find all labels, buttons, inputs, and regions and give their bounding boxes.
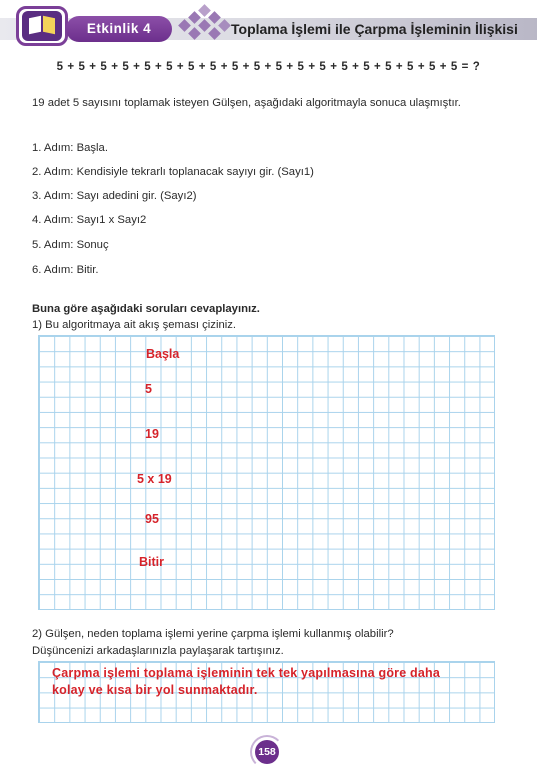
book-page-left: [29, 16, 41, 35]
step-item: 2. Adım: Kendisiyle tekrarlı toplanacak sayıyı gir. (Sayı1): [32, 166, 314, 178]
question-2-note: Düşüncenizi arkadaşlarınızla paylaşarak tartışınız.: [32, 645, 284, 657]
flow-end: Bitir: [139, 555, 164, 569]
question-1: 1) Bu algoritmaya ait akış şeması çiziniz.: [32, 319, 237, 331]
flow-process: 5 x 19: [137, 472, 172, 486]
flow-input-1: 5: [145, 382, 152, 396]
book-page-right: [43, 16, 55, 35]
sum-equation: 5 + 5 + 5 + 5 + 5 + 5 + 5 + 5 + 5 + 5 + 5 + 5 + 5 + 5 + 5 + 5 + 5 + 5 + 5 = ?: [56, 61, 481, 73]
step-item: 1. Adım: Başla.: [32, 142, 108, 154]
activity-tag: Etkinlik 4: [86, 21, 152, 36]
page-title: Toplama İşlemi ile Çarpma İşleminin İlişkisi: [231, 21, 518, 37]
step-item: 5. Adım: Sonuç: [32, 239, 109, 251]
question-2: 2) Gülşen, neden toplama işlemi yerine çarpma işlemi kullanmış olabilir?: [32, 628, 394, 640]
answer-line: kolay ve kısa bir yol sunmaktadır.: [52, 683, 258, 697]
book-icon: [22, 11, 62, 41]
answer-line: Çarpma işlemi toplama işleminin tek tek yapılmasına göre daha: [52, 666, 441, 680]
questions-heading: Buna göre aşağıdaki soruları cevaplayınız.: [32, 303, 260, 315]
step-item: 3. Adım: Sayı adedini gir. (Sayı2): [32, 190, 197, 202]
answer-grid-1[interactable]: [38, 335, 495, 610]
page-number: 158: [255, 740, 279, 764]
step-item: 4. Adım: Sayı1 x Sayı2: [32, 214, 147, 226]
flow-start: Başla: [146, 347, 180, 361]
flow-result: 95: [145, 512, 159, 526]
flow-input-2: 19: [145, 427, 159, 441]
intro-text: 19 adet 5 sayısını toplamak isteyen Gülşen, aşağıdaki algoritmayla sonuca ulaşmıştır.: [32, 97, 461, 109]
step-item: 6. Adım: Bitir.: [32, 264, 99, 276]
